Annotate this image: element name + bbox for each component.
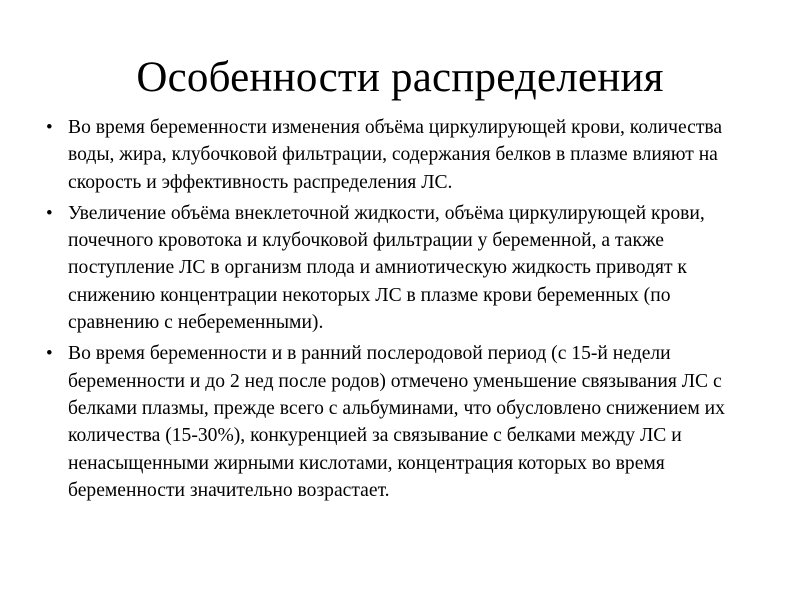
slide-title: Особенности распределения: [136, 54, 664, 101]
bullet-point-icon: •: [46, 343, 53, 365]
bullet-text: Во время беременности и в ранний послеродовой период (с 15-й недели беременности и до 2 нед после родов) отмечено уменьшение связывания ЛС с белками плазмы, прежде всего с альбуминами, что обусловлено снижением их количества (15-30%), конкуренцией за связывание с белками между ЛС и ненасыщенными жирными кислотами, концентрация которых во время беременности значительно возрастает.: [68, 343, 725, 501]
bullet-item: [46, 114, 736, 196]
bullet-text: Увеличение объёма внеклеточной жидкости, объёма циркулирующей крови, почечного кровотока и клубочковой фильтрации у беременной, а также поступление ЛС в организм плода и амниотическую жидкость приводят к снижению концентрации некоторых ЛС в плазме крови беременных (по сравнению с небеременными).: [68, 202, 705, 334]
bullet-point-icon: •: [46, 117, 53, 138]
bullet-item: [46, 200, 736, 336]
bullet-item: [46, 340, 736, 504]
bullet-list: [46, 114, 736, 508]
bullet-text: Во время беременности изменения объёма циркулирующей крови, количества воды, жира, клубочковой фильтрации, содержания белков в плазме влияют на скорость и эффективность распределения ЛС.: [68, 117, 723, 193]
bullet-point-icon: •: [46, 202, 53, 224]
